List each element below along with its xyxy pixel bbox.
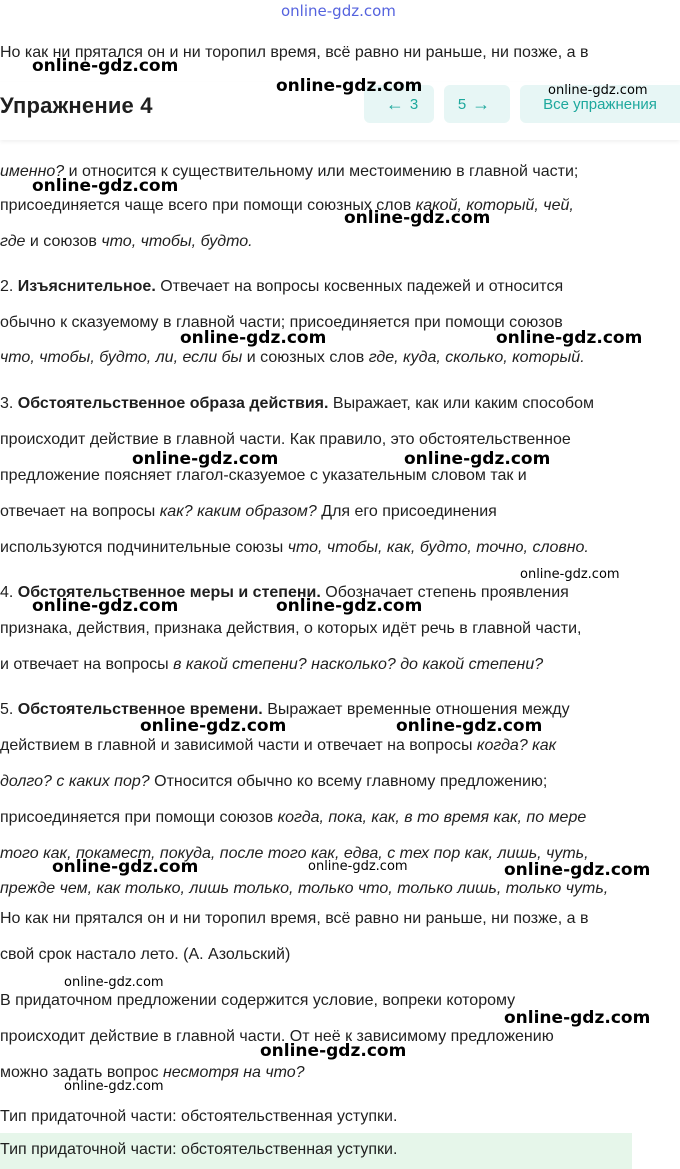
site-watermark: online-gdz.com <box>404 449 551 469</box>
site-watermark: online-gdz.com <box>276 596 423 616</box>
text-line: Но как ни прятался он и ни торопил время, всё равно ни раньше, ни позже, а в <box>0 910 589 927</box>
site-watermark: online-gdz.com <box>140 716 287 736</box>
site-watermark: online-gdz.com <box>64 1079 164 1094</box>
site-watermark: online-gdz.com <box>180 328 327 348</box>
site-watermark: online-gdz.com <box>548 83 648 98</box>
text-line: В придаточном предложении содержится условие, вопреки которому <box>0 992 516 1009</box>
prev-exercise-label: 3 <box>409 95 419 113</box>
site-watermark: online-gdz.com <box>504 1008 651 1028</box>
text-line: используются подчинительные союзы что, чтобы, как, будто, точно, словно. <box>0 539 589 556</box>
site-watermark: online-gdz.com <box>52 857 199 877</box>
text-line: признака, действия, признака действия, о которых идёт речь в главной части, <box>0 620 582 637</box>
text-line: присоединяется при помощи союзов когда, пока, как, в то время как, по мере <box>0 809 587 826</box>
site-watermark: online-gdz.com <box>32 176 179 196</box>
site-watermark: online-gdz.com <box>64 975 164 990</box>
text-line: 4. Обстоятельственное меры и степени. Обозначает степень проявления <box>0 584 569 601</box>
site-watermark: online-gdz.com <box>32 596 179 616</box>
site-watermark: online-gdz.com <box>396 716 543 736</box>
text-line: 5. Обстоятельственное времени. Выражает временные отношения между <box>0 701 570 718</box>
all-exercises-label: Все упражнения <box>543 95 657 113</box>
site-watermark: online-gdz.com <box>344 208 491 228</box>
text-line: обычно к сказуемому в главной части; присоединяется при помощи союзов <box>0 314 563 331</box>
site-watermark: online-gdz.com <box>496 328 643 348</box>
arrow-right-icon: → <box>472 93 491 114</box>
text-line: того как, покамест, покуда, после того как, едва, с тех пор как, лишь, чуть, <box>0 845 589 862</box>
text-line: отвечает на вопросы как? каким образом? Для его присоединения <box>0 503 497 520</box>
text-line: происходит действие в главной части. От неё к зависимому предложению <box>0 1028 554 1045</box>
text-line: Тип придаточной части: обстоятельственная уступки. <box>0 1108 398 1125</box>
next-exercise-label: 5 <box>457 95 467 113</box>
text-line: прежде чем, как только, лишь только, только что, только лишь, только чуть, <box>0 880 609 897</box>
text-line: можно задать вопрос несмотря на что? <box>0 1064 305 1081</box>
answer-text: Тип придаточной части: обстоятельственная уступки. <box>0 1141 398 1158</box>
site-watermark: online-gdz.com <box>260 1041 407 1061</box>
text-line: и отвечает на вопросы в какой степени? насколько? до какой степени? <box>0 656 544 673</box>
next-exercise-button[interactable] <box>444 85 510 123</box>
text-line: что, чтобы, будто, ли, если бы и союзных слов где, куда, сколько, который. <box>0 349 585 366</box>
text-line: действием в главной и зависимой части и отвечает на вопросы когда? как <box>0 737 557 754</box>
site-watermark: online-gdz.com <box>308 859 408 874</box>
text-line: долго? с каких пор? Относится обычно ко всему главному предложению; <box>0 773 548 790</box>
text-line: Но как ни прятался он и ни торопил время, всё равно ни раньше, ни позже, а в <box>0 44 589 61</box>
site-watermark-top: online-gdz.com <box>281 2 396 20</box>
text-line: происходит действие в главной части. Как правило, это обстоятельственное <box>0 431 571 448</box>
text-line: предложение поясняет глагол-сказуемое с указательным словом так и <box>0 467 527 484</box>
arrow-left-icon: ← <box>385 93 404 114</box>
site-watermark: online-gdz.com <box>276 76 423 96</box>
text-line: именно? и относится к существительному или местоимению в главной части; <box>0 163 579 180</box>
site-watermark: online-gdz.com <box>132 449 279 469</box>
page-title: Упражнение 4 <box>0 93 153 118</box>
text-line: 2. Изъяснительное. Отвечает на вопросы косвенных падежей и относится <box>0 278 564 295</box>
text-line: 3. Обстоятельственное образа действия. Выражает, как или каким способом <box>0 395 594 412</box>
site-watermark: online-gdz.com <box>504 860 651 880</box>
answer-box <box>0 1133 632 1169</box>
text-line: свой срок настало лето. (А. Азольский) <box>0 946 291 963</box>
site-watermark: online-gdz.com <box>520 567 620 582</box>
text-line: присоединяется чаще всего при помощи союзных слов какой, который, чей, <box>0 197 574 214</box>
text-line: где и союзов что, чтобы, будто. <box>0 233 253 250</box>
site-watermark: online-gdz.com <box>32 56 179 76</box>
